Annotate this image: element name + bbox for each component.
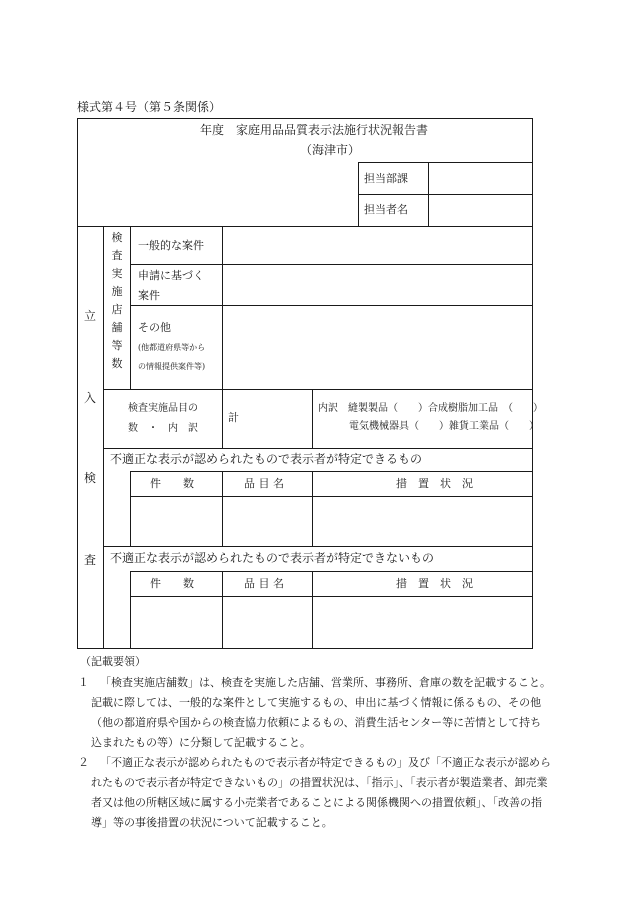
row-request-label-2: 案件 — [138, 289, 160, 302]
unidentifiable-col-count: 件 数 — [150, 577, 194, 590]
items-label-2: 数 ・ 内 訳 — [128, 423, 198, 434]
items-label-1: 検査実施品目の — [128, 403, 198, 414]
note-1-line-3: （他の都道府県や国からの検査協力依頼によるもの、消費生活センター等に苦情として持ち — [91, 716, 542, 729]
note-1-line-2: 記載に際しては、一般的な案件として実施するもの、申出に基づく情報に係るもの、その他 — [91, 696, 542, 709]
identifiable-heading: 不適正な表示が認められたもので表示者が特定できるもの — [110, 452, 423, 466]
unidentifiable-item-cell[interactable] — [224, 598, 310, 646]
unidentifiable-col-measure: 措 置 状 況 — [396, 577, 473, 590]
row-other-note-2: の情報提供案件等) — [138, 362, 206, 371]
row-other-label: その他 — [138, 321, 171, 334]
note-1-line-4: 込まれたもの等）に分類して記載すること。 — [91, 736, 311, 749]
notes-heading: （記載要領） — [80, 655, 146, 668]
note-1-line-1: 「検査実施店舗数」は、検査を実施した店舗、営業所、事務所、倉庫の数を記載すること。 — [100, 676, 551, 689]
note-2-line-3: 者又は他の所轄区域に属する小売業者であることによる関係機関への措置依頼」、「改善の指 — [91, 796, 542, 809]
request-count-field[interactable] — [224, 266, 530, 303]
unidentifiable-heading: 不適正な表示が認められたもので表示者が特定できないもの — [110, 551, 435, 565]
dept-field[interactable] — [430, 164, 530, 192]
side-label-char-4: 査 — [84, 553, 97, 567]
store-count-label: 検 査 実 施 店 舗 等 数 — [111, 231, 123, 370]
note-2-number: ２ — [78, 756, 89, 769]
unidentifiable-measure-cell[interactable] — [314, 598, 530, 646]
identifiable-measure-cell[interactable] — [314, 498, 530, 544]
dept-label: 担当部課 — [364, 172, 408, 185]
identifiable-count-cell[interactable] — [132, 498, 220, 544]
items-total-label: 計 — [228, 411, 239, 424]
side-label-char-1: 立 — [84, 309, 97, 323]
identifiable-col-count: 件 数 — [150, 477, 194, 490]
note-2-line-1: 「不適正な表示が認められたもので表示者が特定できるもの」及び「不適正な表示が認めら — [100, 756, 551, 769]
side-label-char-3: 検 — [84, 471, 97, 485]
items-breakdown-2: 電気機械器具（ ）雑貨工業品（ ） — [349, 421, 539, 432]
note-2-line-4: 導」等の事後措置の状況について記載すること。 — [91, 816, 333, 829]
note-2-line-2: れたもので表示者が特定できないもの」の措置状況は、「指示」、「表示者が製造業者、卸売業 — [91, 776, 548, 789]
municipality-name: （海津市） — [300, 143, 361, 157]
row-request-label-1: 申請に基づく — [138, 269, 204, 282]
note-1-number: １ — [78, 676, 89, 689]
person-field[interactable] — [430, 196, 530, 224]
unidentifiable-col-item: 品 目 名 — [244, 577, 284, 590]
side-label-char-2: 入 — [84, 391, 97, 405]
form-number: 様式第４号（第５条関係） — [77, 100, 222, 114]
row-other-note-1: (他都道府県等から — [138, 343, 206, 352]
row-general-label: 一般的な案件 — [138, 239, 204, 252]
identifiable-col-measure: 措 置 状 況 — [396, 477, 473, 490]
other-count-field[interactable] — [224, 307, 530, 387]
general-count-field[interactable] — [224, 228, 530, 262]
unidentifiable-count-cell[interactable] — [132, 598, 220, 646]
identifiable-item-cell[interactable] — [224, 498, 310, 544]
person-label: 担当者名 — [364, 203, 408, 216]
report-title: 年度 家庭用品品質表示法施行状況報告書 — [200, 123, 429, 137]
items-breakdown-1: 内訳 縫製製品（ ）合成樹脂加工品 （ ） — [318, 403, 543, 414]
identifiable-col-item: 品 目 名 — [244, 477, 284, 490]
